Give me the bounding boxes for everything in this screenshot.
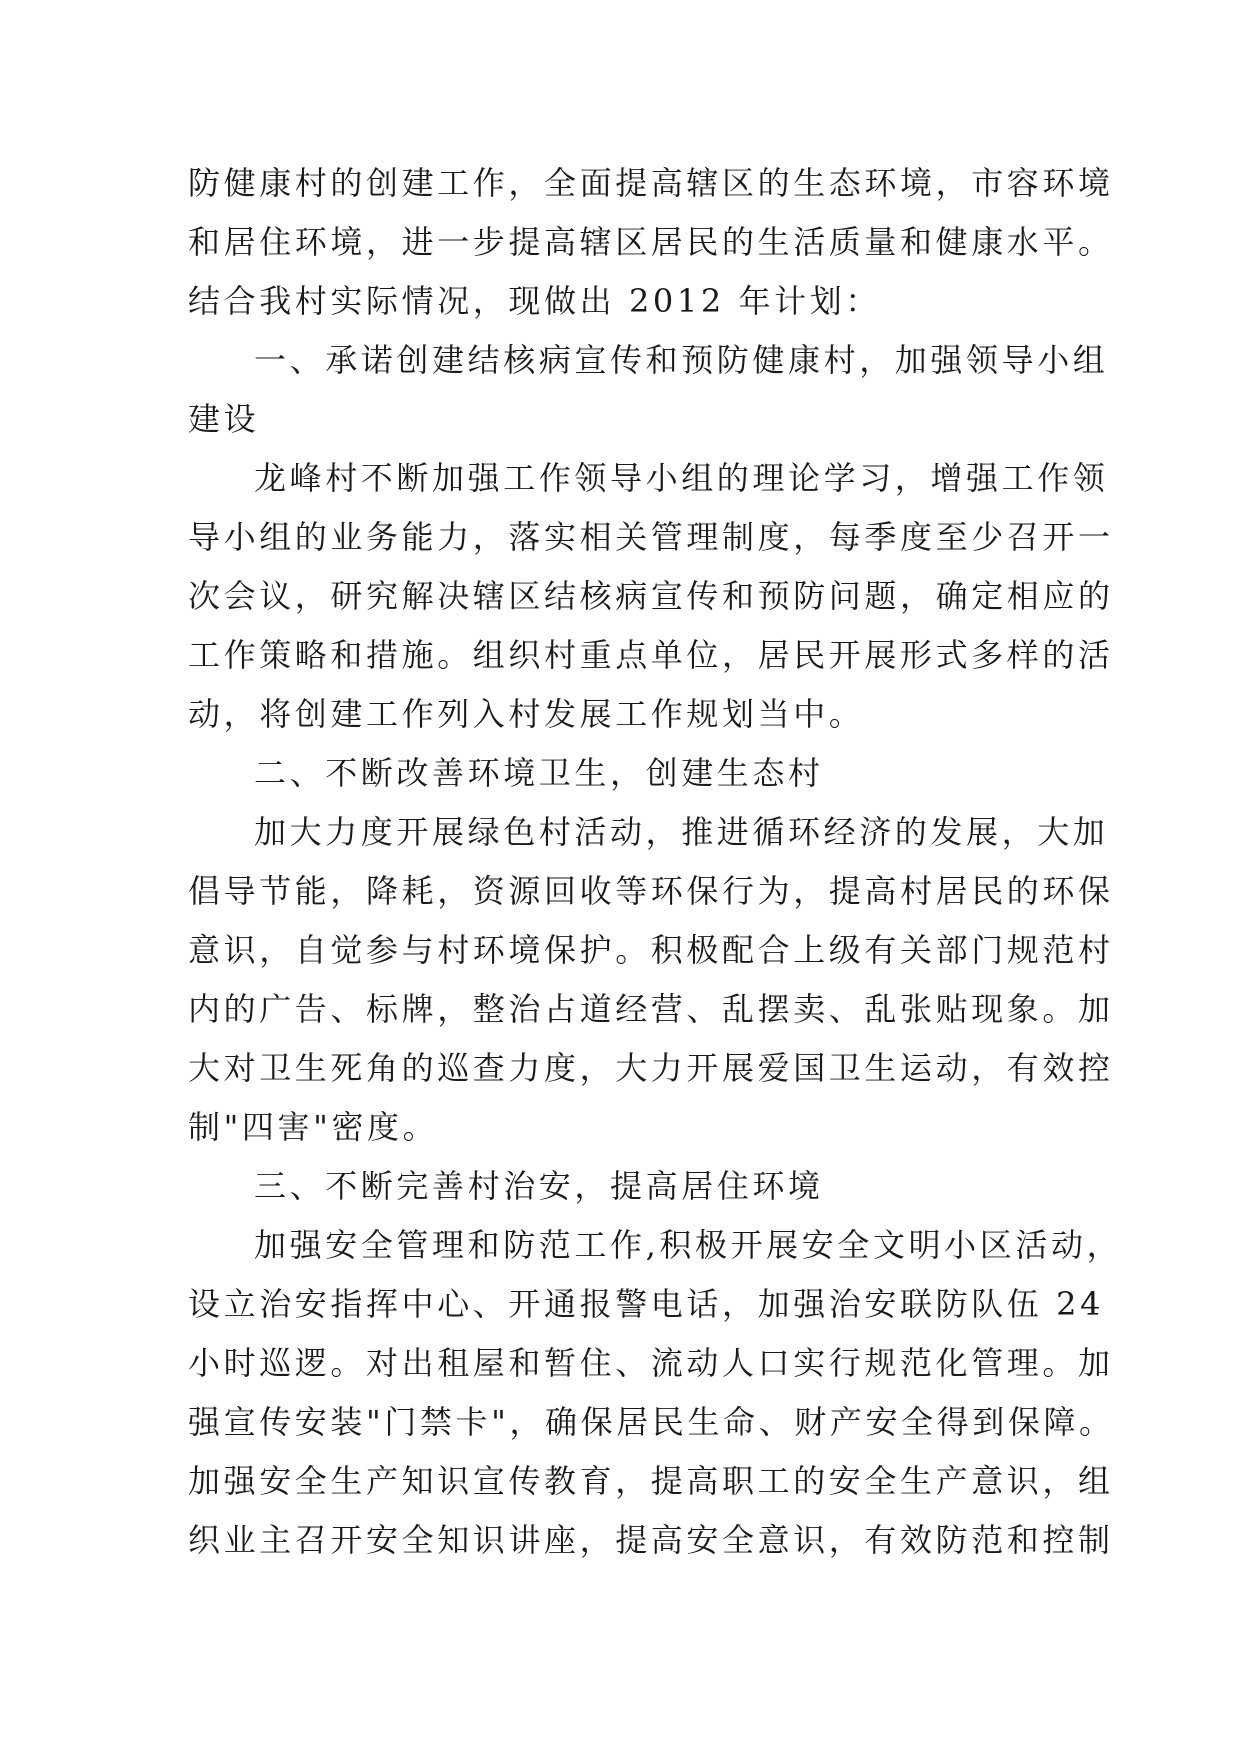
- body-line: 意识，自觉参与村环境保护。积极配合上级有关部门规范村: [188, 931, 1114, 969]
- body-line: 和居住环境，进一步提高辖区居民的生活质量和健康水平。: [188, 223, 1114, 261]
- body-line: 导小组的业务能力，落实相关管理制度，每季度至少召开一: [188, 518, 1114, 556]
- section-heading-1: 一、承诺创建结核病宣传和预防健康村，加强领导小组: [254, 341, 1109, 379]
- paragraph-start: 加强安全管理和防范工作,积极开展安全文明小区活动，: [254, 1226, 1123, 1264]
- body-line: 结合我村实际情况，现做出 2012 年计划：: [188, 282, 881, 320]
- paragraph-start: 加大力度开展绿色村活动，推进循环经济的发展，大加: [254, 813, 1109, 851]
- body-line: 加强安全生产知识宣传教育，提高职工的安全生产意识，组: [188, 1462, 1114, 1500]
- body-line: 工作策略和措施。组织村重点单位，居民开展形式多样的活: [188, 636, 1114, 674]
- body-line: 小时巡逻。对出租屋和暂住、流动人口实行规范化管理。加: [188, 1344, 1114, 1382]
- body-line: 次会议，研究解决辖区结核病宣传和预防问题，确定相应的: [188, 577, 1114, 615]
- body-line: 动，将创建工作列入村发展工作规划当中。: [188, 695, 865, 733]
- paragraph-start: 龙峰村不断加强工作领导小组的理论学习，增强工作领: [254, 459, 1109, 497]
- body-line: 内的广告、标牌，整治占道经营、乱摆卖、乱张贴现象。加: [188, 990, 1114, 1028]
- body-line: 设立治安指挥中心、开通报警电话，加强治安联防队伍 24: [188, 1285, 1105, 1323]
- body-line: 倡导节能，降耗，资源回收等环保行为，提高村居民的环保: [188, 872, 1114, 910]
- body-line: 大对卫生死角的巡查力度，大力开展爱国卫生运动，有效控: [188, 1049, 1114, 1087]
- body-line: 织业主召开安全知识讲座，提高安全意识，有效防范和控制: [188, 1521, 1114, 1559]
- body-line: 防健康村的创建工作，全面提高辖区的生态环境，市容环境: [188, 164, 1114, 202]
- body-line: 制"四害"密度。: [188, 1108, 439, 1146]
- body-line: 强宣传安装"门禁卡"，确保居民生命、财产安全得到保障。: [188, 1403, 1115, 1441]
- section-heading-2: 二、不断改善环境卫生，创建生态村: [254, 754, 824, 792]
- section-heading-3: 三、不断完善村治安，提高居住环境: [254, 1167, 824, 1205]
- section-heading-1-cont: 建设: [188, 400, 260, 438]
- document-body: [188, 154, 1123, 1570]
